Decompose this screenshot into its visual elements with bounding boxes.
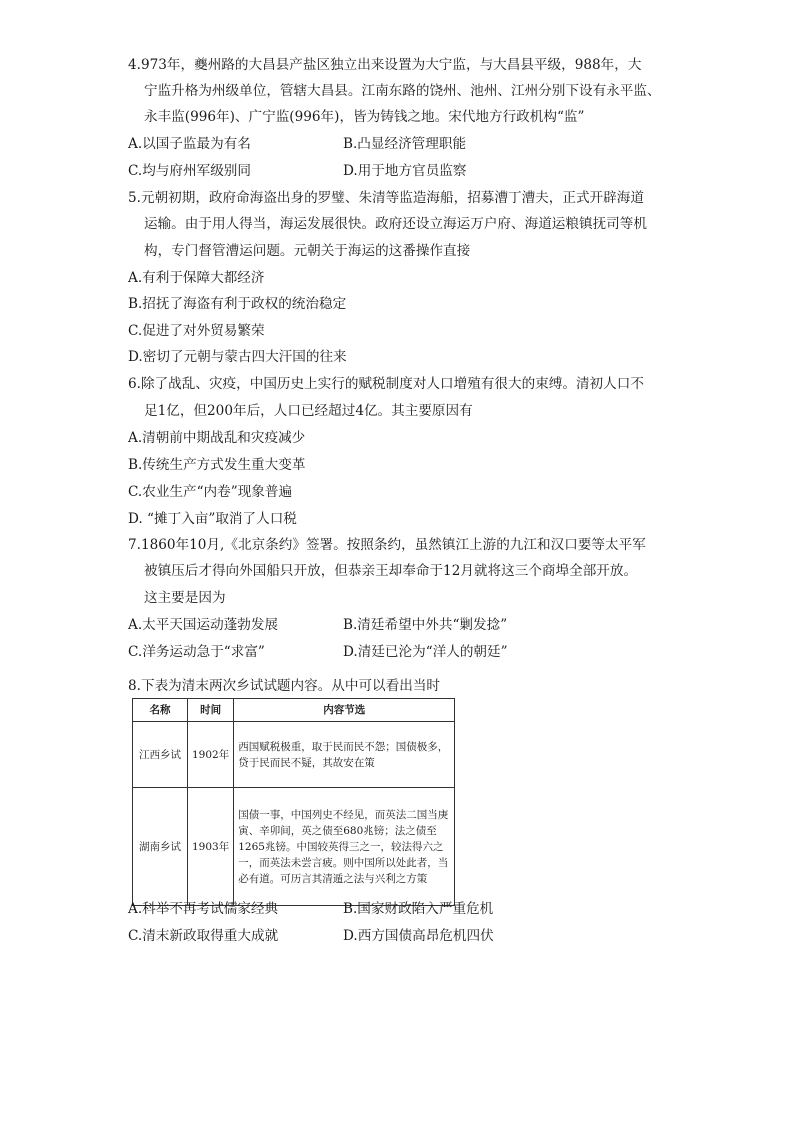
table-cell-name: 江西乡试 — [133, 722, 188, 788]
q4-option-b: B.凸显经济管理职能 — [343, 136, 467, 152]
q5-option-b: B.招抚了海盗有利于政权的统治稳定 — [128, 296, 347, 312]
q5-option-a: A.有利于保障大都经济 — [128, 270, 265, 286]
table-header-content: 内容节选 — [234, 699, 455, 722]
q7-option-a: A.太平天国运动蓬勃发展 — [128, 617, 279, 633]
q7-option-d: D.清廷已沦为“洋人的朝廷” — [343, 644, 508, 660]
q8-option-d: D.西方国债高昂危机四伏 — [343, 928, 494, 944]
q4-stem-line2: 宁监升格为州级单位，管辖大昌县。江南东路的饶州、池州、江州分别下设有永平监、 — [144, 83, 661, 99]
q5-stem-line1: 5.元朝初期，政府命海盗出身的罗璧、朱清等监造海船，招募漕丁漕夫，正式开辟海道 — [128, 190, 644, 206]
q7-stem-line2: 被镇压后才得向外国船只开放，但恭亲王却奉命于12月就将这三个商埠全部开放。 — [144, 563, 638, 579]
q8-option-a: A.科举不再考试儒家经典 — [128, 901, 279, 917]
q7-option-b: B.清廷希望中外共“剿发捻” — [343, 617, 508, 633]
q8-exam-table — [132, 698, 455, 906]
table-cell-name: 湖南乡试 — [133, 788, 188, 906]
q4-stem-line3: 永丰监(996年)、广宁监(996年)，皆为铸钱之地。宋代地方行政机构“监” — [144, 109, 585, 125]
table-cell-time: 1902年 — [188, 722, 234, 788]
q6-option-a: A.清朝前中期战乱和灾疫减少 — [128, 430, 306, 446]
table-cell-content: 西国赋税极重，取于民而民不怨；国债极多，贷于民而民不疑，其故安在策 — [234, 722, 455, 788]
q7-stem-line1: 7.1860年10月,《北京条约》签署。按照条约，虽然镇江上游的九江和汉口要等太平军 — [128, 537, 646, 553]
q4-stem-line1: 4.973年，夔州路的大昌县产盐区独立出来设置为大宁监，与大昌县平级，988年，大 — [128, 57, 642, 73]
q5-option-c: C.促进了对外贸易繁荣 — [128, 323, 265, 339]
q4-option-a: A.以国子监最为有名 — [128, 136, 251, 152]
q8-option-b: B.国家财政陷入严重危机 — [343, 901, 494, 917]
table-row — [133, 788, 455, 906]
table-header-name: 名称 — [133, 699, 188, 722]
q5-option-d: D.密切了元朝与蒙古四大汗国的往来 — [128, 349, 347, 365]
q6-option-c: C.农业生产“内卷”现象普遍 — [128, 484, 293, 500]
table-cell-content: 国债一事，中国列史不经见，而英法二国当庚寅、辛卯间，英之债至680兆镑；法之债至1265兆镑。中国较英得三之一，较法得六之一，而英法未尝言疲。则中国所以处此者，当必有道。可历言其清遁之法与兴利之方策 — [234, 788, 455, 906]
table-row — [133, 722, 455, 788]
q8-stem: 8.下表为清末两次乡试试题内容。从中可以看出当时 — [128, 678, 441, 694]
q5-stem-line3: 构，专门督管漕运问题。元朝关于海运的这番操作直接 — [144, 243, 471, 259]
q7-stem-line3: 这主要是因为 — [144, 590, 226, 606]
q7-option-c: C.洋务运动急于“求富” — [128, 644, 265, 660]
table-cell-time: 1903年 — [188, 788, 234, 906]
q4-option-c: C.均与府州军级别同 — [128, 163, 251, 179]
q6-stem-line2: 足1亿，但200年后，人口已经超过4亿。其主要原因有 — [144, 403, 473, 419]
q8-option-c: C.清末新政取得重大成就 — [128, 928, 279, 944]
table-header-row — [133, 699, 455, 722]
q4-option-d: D.用于地方官员监察 — [343, 163, 467, 179]
q6-option-b: B.传统生产方式发生重大变革 — [128, 457, 306, 473]
q5-stem-line2: 运输。由于用人得当，海运发展很快。政府还设立海运万户府、海道运粮镇抚司等机 — [144, 216, 647, 232]
q6-stem-line1: 6.除了战乱、灾疫，中国历史上实行的赋税制度对人口增殖有很大的束缚。清初人口不 — [128, 376, 644, 392]
q6-option-d: D. “摊丁入亩”取消了人口税 — [128, 511, 297, 527]
table-header-time: 时间 — [188, 699, 234, 722]
